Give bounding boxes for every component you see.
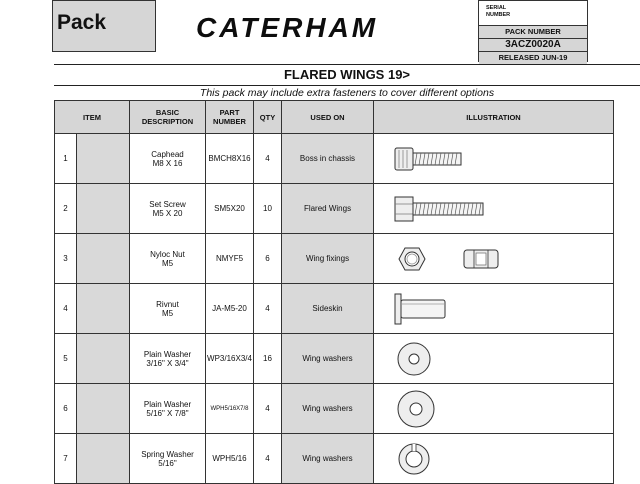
item-number: 1 xyxy=(55,134,77,184)
basic-description xyxy=(130,334,206,384)
parts-table xyxy=(54,100,614,484)
part-number: SM5X20 xyxy=(206,184,254,234)
item-spacer xyxy=(77,334,130,384)
used-on: Flared Wings xyxy=(282,184,374,234)
illustration-cell xyxy=(374,234,614,284)
description-line-2: M5 xyxy=(161,308,174,318)
part-number: WPH5/16X7/8 xyxy=(206,384,254,434)
used-on: Wing washers xyxy=(282,434,374,484)
item-number: 7 xyxy=(55,434,77,484)
header-part-number xyxy=(206,101,254,134)
description-line-2: M8 X 16 xyxy=(152,158,183,168)
item-spacer xyxy=(77,384,130,434)
header-part-line-2: NUMBER xyxy=(213,117,246,126)
description-line-1: Rivnut xyxy=(156,299,179,309)
part-number: WP3/16X3/4 xyxy=(206,334,254,384)
item-spacer xyxy=(77,134,130,184)
table-row xyxy=(55,384,614,434)
quantity: 4 xyxy=(254,284,282,334)
table-row xyxy=(55,334,614,384)
description-line-1: Spring Washer xyxy=(141,449,194,459)
illustration-cell xyxy=(374,384,614,434)
nyloc-nut-icon xyxy=(394,244,504,274)
used-on: Sideskin xyxy=(282,284,374,334)
quantity: 16 xyxy=(254,334,282,384)
basic-description xyxy=(130,234,206,284)
item-number: 2 xyxy=(55,184,77,234)
illustration-cell xyxy=(374,334,614,384)
table-header-row xyxy=(55,101,614,134)
item-spacer xyxy=(77,434,130,484)
illustration-cell xyxy=(374,134,614,184)
used-on: Wing fixings xyxy=(282,234,374,284)
basic-description xyxy=(130,134,206,184)
header-used-on: USED ON xyxy=(282,101,374,134)
item-spacer xyxy=(77,234,130,284)
caterham-logo: CATERHAM xyxy=(196,12,379,43)
description-line-1: Plain Washer xyxy=(143,349,192,359)
item-number: 3 xyxy=(55,234,77,284)
serial-number-field xyxy=(479,1,587,26)
basic-description xyxy=(130,384,206,434)
pack-info-box xyxy=(478,0,588,62)
rivnut-icon xyxy=(394,292,454,326)
basic-description xyxy=(130,184,206,234)
quantity: 10 xyxy=(254,184,282,234)
illustration-cell xyxy=(374,184,614,234)
pack-subtitle: This pack may include extra fasteners to cover different options xyxy=(199,87,495,99)
header-item: ITEM xyxy=(55,101,130,134)
pack-number: 3ACZ0020A xyxy=(479,39,587,52)
item-number: 6 xyxy=(55,384,77,434)
description-line-1: Set Screw xyxy=(149,199,186,209)
large-washer-icon xyxy=(394,389,438,429)
cap-head-screw-icon xyxy=(394,144,464,174)
description-line-2: 5/16" xyxy=(158,458,177,468)
description-line-1: Caphead xyxy=(151,149,184,159)
plain-washer-icon xyxy=(394,341,434,377)
used-on: Wing washers xyxy=(282,334,374,384)
quantity: 6 xyxy=(254,234,282,284)
set-screw-icon xyxy=(394,194,486,224)
quantity: 4 xyxy=(254,134,282,184)
part-number: NMYF5 xyxy=(206,234,254,284)
part-number: WPH5/16 xyxy=(206,434,254,484)
illustration-cell xyxy=(374,284,614,334)
header-qty: QTY xyxy=(254,101,282,134)
table-row xyxy=(55,434,614,484)
illustration-cell xyxy=(374,434,614,484)
serial-label-line-2: NUMBER xyxy=(486,12,511,18)
table-row xyxy=(55,184,614,234)
description-line-1: Plain Washer xyxy=(143,399,192,409)
header-part-line-1: PART xyxy=(219,108,240,117)
description-line-2: M5 X 20 xyxy=(152,208,183,218)
spring-washer-icon xyxy=(394,441,434,477)
description-line-2: 5/16" X 7/8" xyxy=(146,408,189,418)
table-row xyxy=(55,134,614,184)
used-on: Boss in chassis xyxy=(282,134,374,184)
part-number: BMCH8X16 xyxy=(206,134,254,184)
description-line-1: Nyloc Nut xyxy=(150,249,185,259)
pack-number-label: PACK NUMBER xyxy=(479,26,587,39)
description-line-2: M5 xyxy=(161,258,174,268)
header-illustration: ILLUSTRATION xyxy=(374,101,614,134)
header-description-line-2: DESCRIPTION xyxy=(141,117,194,126)
item-spacer xyxy=(77,284,130,334)
item-number: 4 xyxy=(55,284,77,334)
description-line-2: 3/16" X 3/4" xyxy=(146,358,189,368)
pack-label-box xyxy=(52,0,156,52)
part-number: JA-M5-20 xyxy=(206,284,254,334)
serial-number-label xyxy=(486,5,510,19)
pack-title: FLARED WINGS 19> xyxy=(54,64,640,86)
basic-description xyxy=(130,434,206,484)
serial-label-line-1: SERIAL xyxy=(486,5,507,11)
quantity: 4 xyxy=(254,384,282,434)
header-description-line-1: BASIC xyxy=(155,108,180,117)
table-row xyxy=(55,234,614,284)
item-spacer xyxy=(77,184,130,234)
release-date: RELEASED JUN-19 xyxy=(479,52,587,64)
basic-description xyxy=(130,284,206,334)
quantity: 4 xyxy=(254,434,282,484)
pack-label: Pack xyxy=(57,11,107,34)
item-number: 5 xyxy=(55,334,77,384)
header-description xyxy=(130,101,206,134)
used-on: Wing washers xyxy=(282,384,374,434)
table-row xyxy=(55,284,614,334)
